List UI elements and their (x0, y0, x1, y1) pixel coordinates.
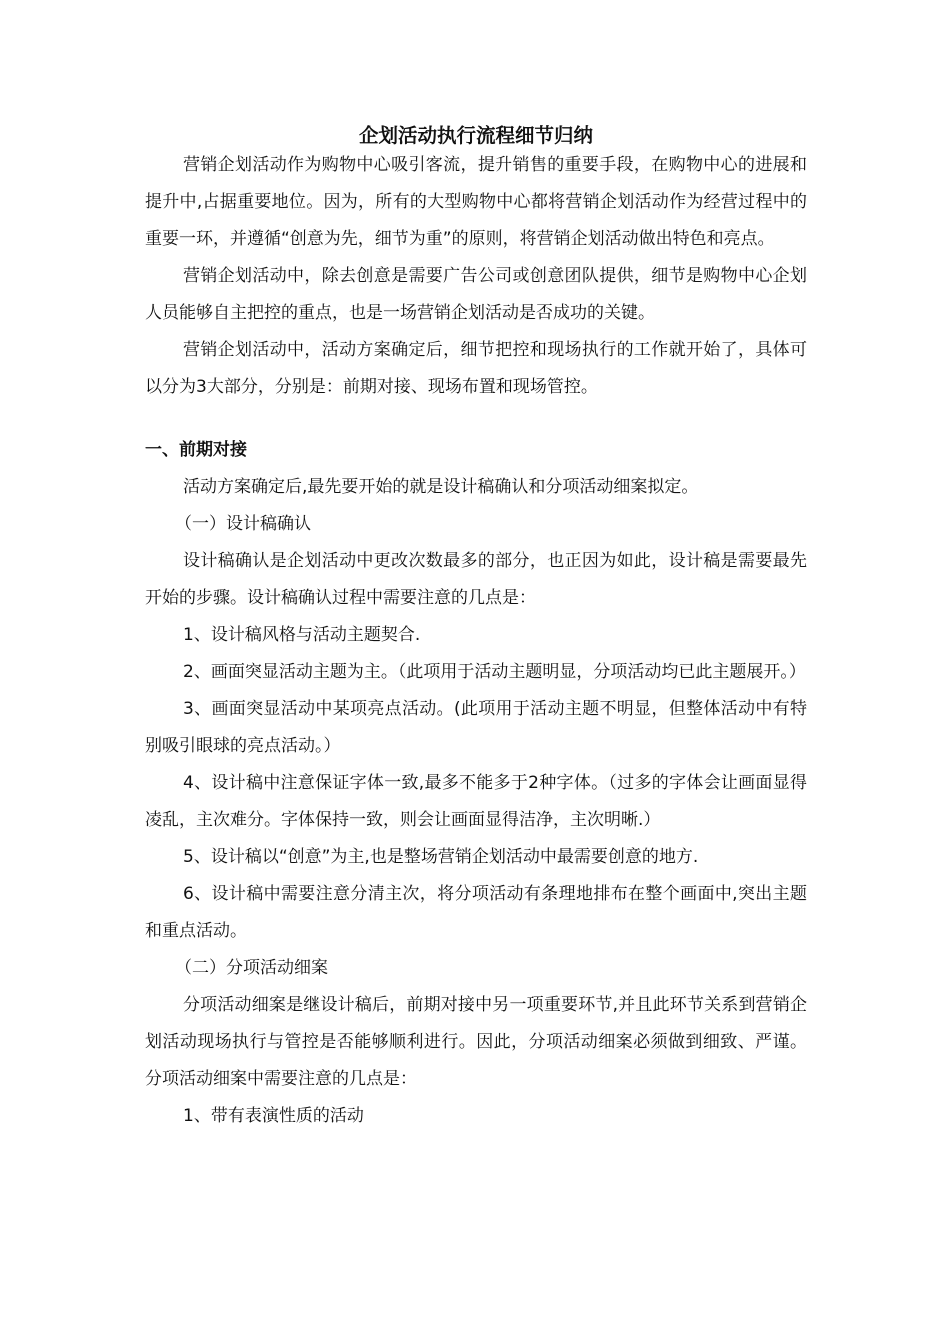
intro-paragraph-3: 营销企划活动中，活动方案确定后，细节把控和现场执行的工作就开始了，具体可以分为3大部分，分别是：前期对接、现场布置和现场管控。 (145, 340, 807, 397)
subsection-1-item-5: 5、设计稿以“创意”为主,也是整场营销企划活动中最需要创意的地方. (183, 847, 699, 867)
document-body (145, 121, 807, 1135)
subsection-1-item-3: 3、画面突显活动中某项亮点活动。(此项用于活动主题不明显，但整体活动中有特别吸引眼球的亮点活动。） (145, 699, 807, 756)
subsection-1-item-1: 1、设计稿风格与活动主题契合. (183, 625, 421, 645)
subsection-2-heading: （二）分项活动细案 (175, 958, 328, 978)
subsection-1-item-2: 2、画面突显活动主题为主。（此项用于活动主题明显，分项活动均已此主题展开。） (183, 662, 806, 682)
intro-paragraph-1: 营销企划活动作为购物中心吸引客流，提升销售的重要手段，在购物中心的进展和提升中,占据重要地位。因为，所有的大型购物中心都将营销企划活动作为经营过程中的重要一环，并遵循“创意为先，细节为重”的原则，将营销企划活动做出特色和亮点。 (145, 155, 807, 249)
section-1-heading: 一、前期对接 (145, 440, 247, 460)
subsection-2-lead: 分项活动细案是继设计稿后，前期对接中另一项重要环节,并且此环节关系到营销企划活动现场执行与管控是否能够顺利进行。因此，分项活动细案必须做到细致、严谨。分项活动细案中需要注意的几点是： (145, 995, 807, 1089)
subsection-2-item-1: 1、带有表演性质的活动 (183, 1106, 364, 1126)
subsection-1-heading: （一）设计稿确认 (175, 514, 311, 534)
subsection-1-lead: 设计稿确认是企划活动中更改次数最多的部分，也正因为如此，设计稿是需要最先开始的步骤。设计稿确认过程中需要注意的几点是： (145, 551, 807, 608)
section-1-lead: 活动方案确定后,最先要开始的就是设计稿确认和分项活动细案拟定。 (183, 477, 699, 497)
intro-paragraph-2: 营销企划活动中，除去创意是需要广告公司或创意团队提供，细节是购物中心企划人员能够自主把控的重点，也是一场营销企划活动是否成功的关键。 (145, 266, 807, 323)
subsection-1-item-4: 4、设计稿中注意保证字体一致,最多不能多于2种字体。（过多的字体会让画面显得凌乱，主次难分。字体保持一致，则会让画面显得洁净，主次明晰.） (145, 773, 807, 830)
document-title: 企划活动执行流程细节归纳 (358, 124, 593, 147)
subsection-1-item-6: 6、设计稿中需要注意分清主次，将分项活动有条理地排布在整个画面中,突出主题和重点活动。 (145, 884, 807, 941)
